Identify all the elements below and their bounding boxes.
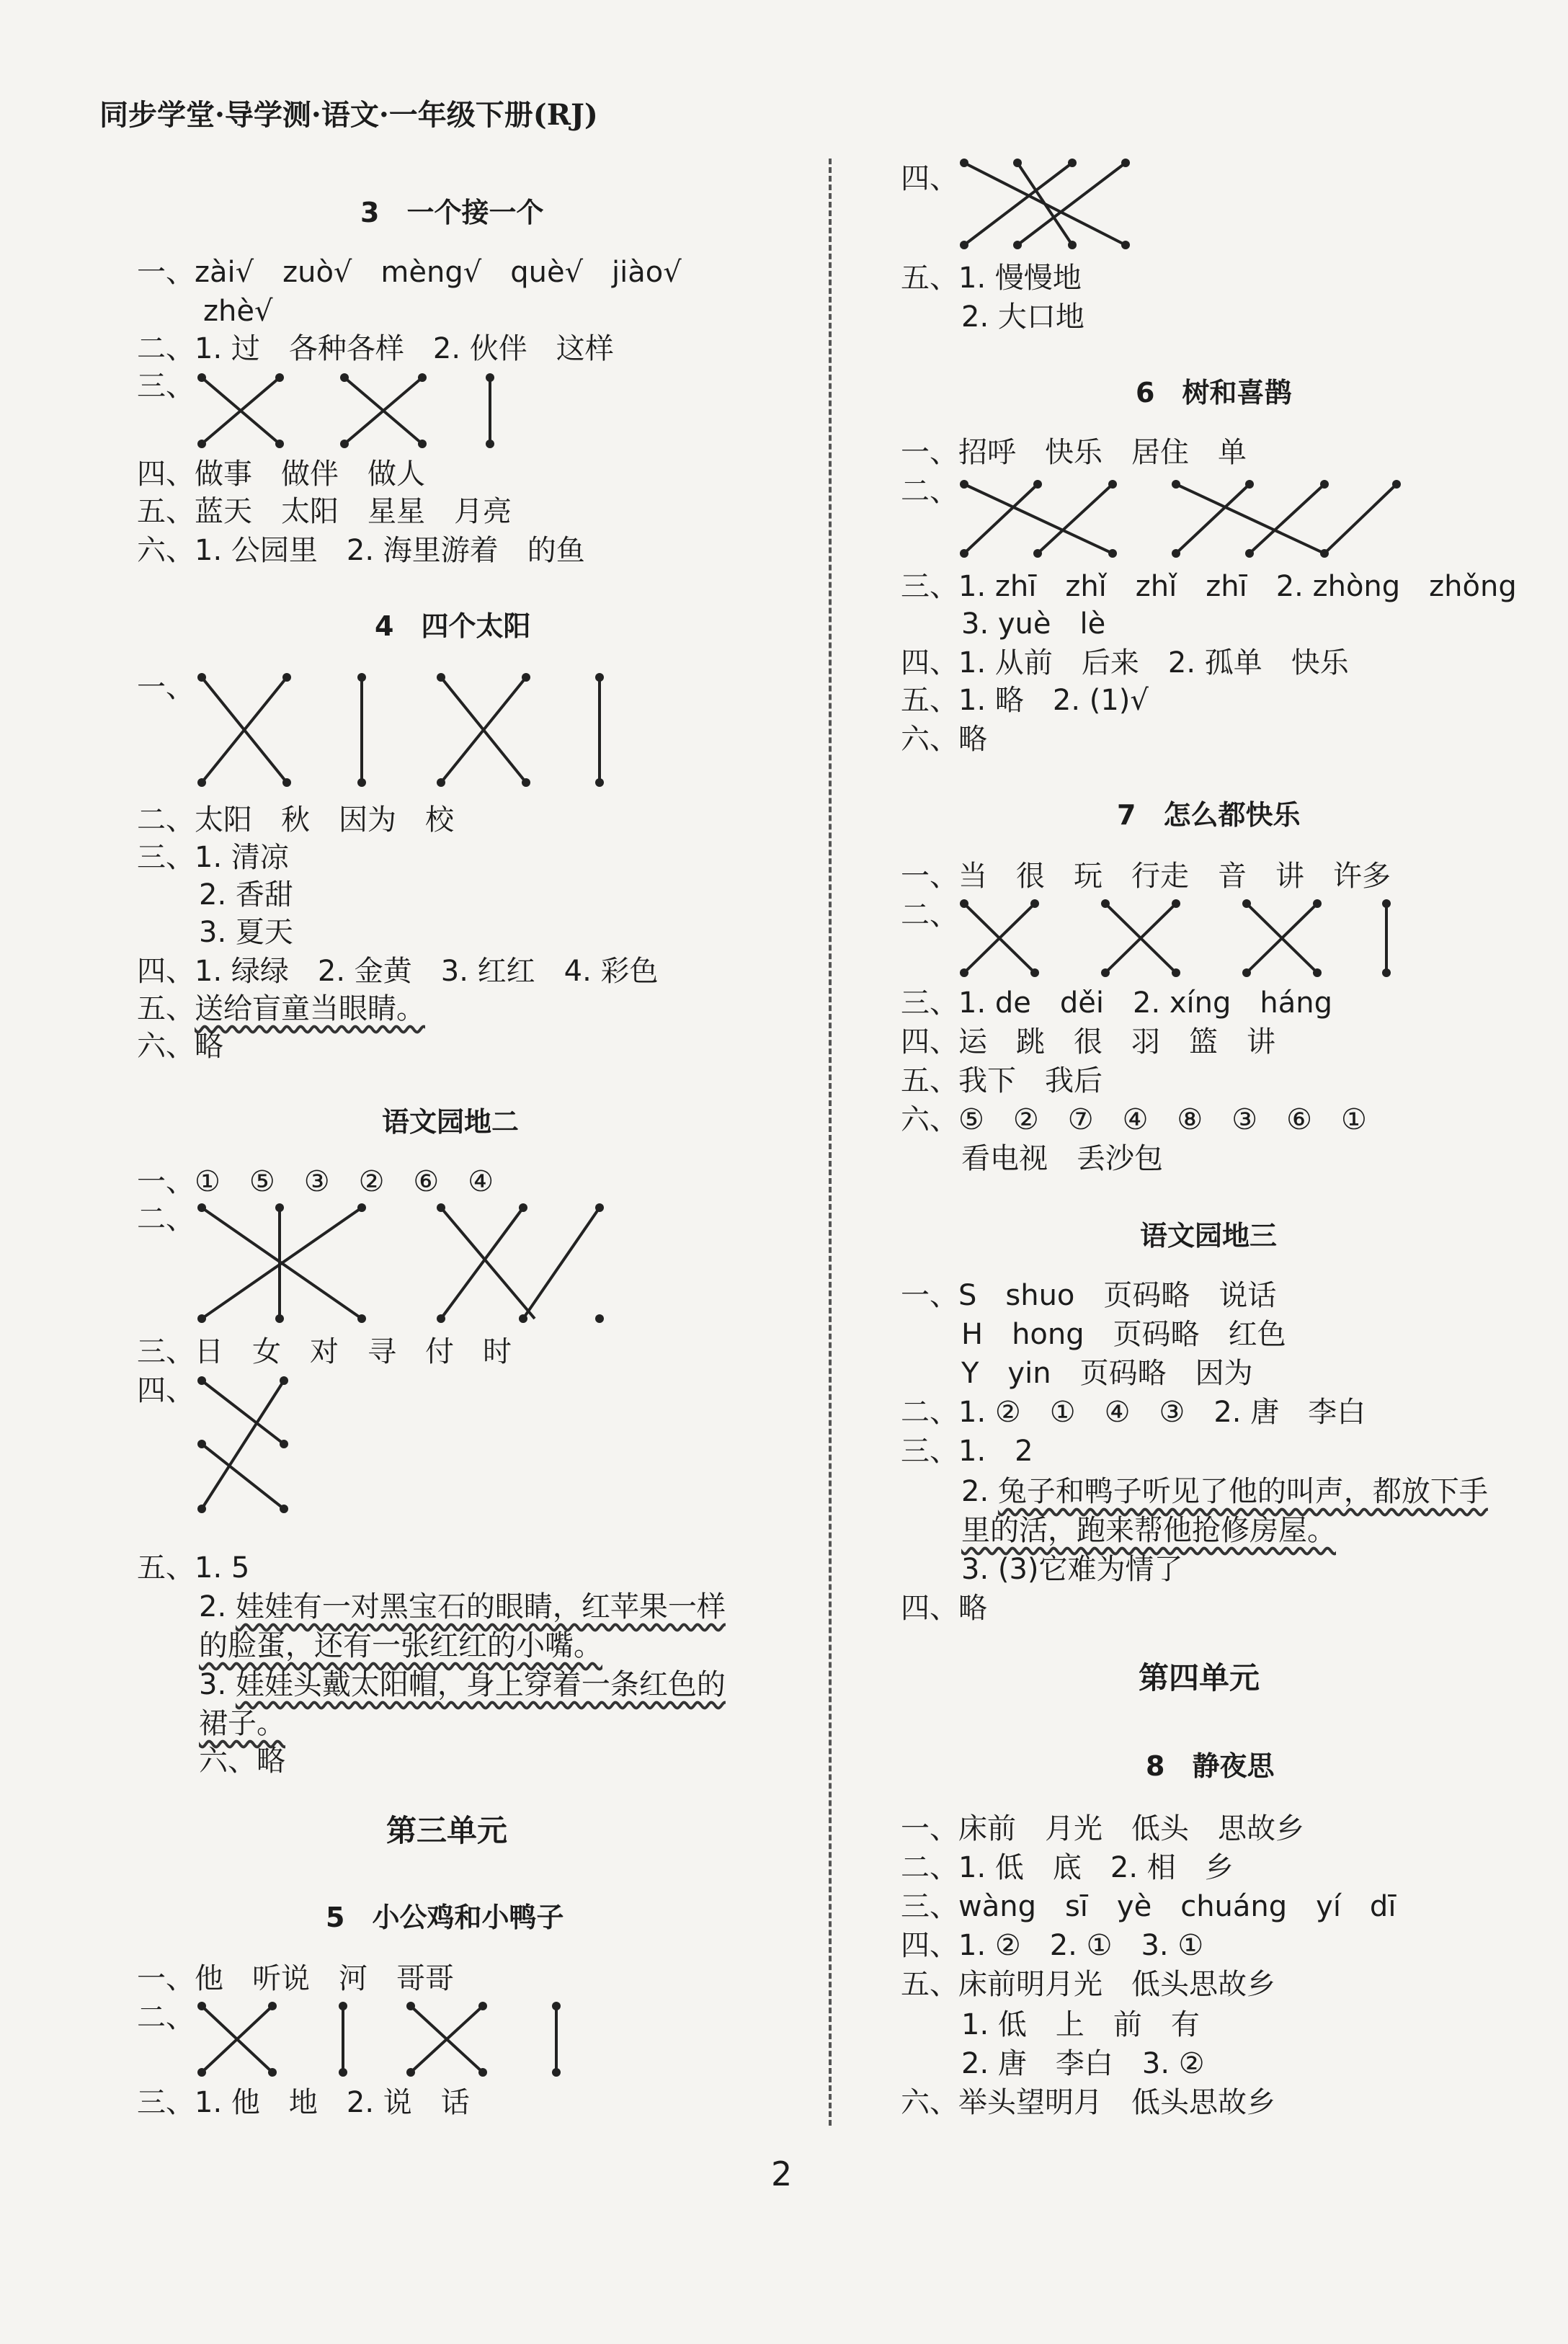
answer-line: 一、S shuo 页码略 说话 (901, 1279, 1277, 1312)
underlined-answer: 里的活，跑来帮他抢修房屋。 (961, 1514, 1336, 1547)
answer-line: 三、1. 他 地 2. 说 话 (137, 2086, 470, 2119)
answer-line: 六、略 (199, 1744, 285, 1778)
matching-lines (199, 674, 602, 790)
unit-title-4: 第四单元 (1139, 1660, 1260, 1695)
page-number: 2 (771, 2154, 793, 2193)
answer-line: 四、 (137, 1374, 195, 1407)
answer-line (961, 1477, 1488, 1506)
answer-line: 四、运 跳 很 羽 篮 讲 (901, 1025, 1275, 1059)
answer-line: Y yin 页码略 因为 (961, 1357, 1253, 1390)
answer-line: 一、① ⑤ ③ ② ⑥ ④ (137, 1165, 494, 1198)
answer-line: 3. (3)它难为情了 (961, 1553, 1183, 1586)
answer-line: 2. 大口地 (961, 300, 1084, 334)
matching-lines (199, 1378, 300, 1515)
matching-lines (961, 160, 1141, 254)
section-title-5: 5 小公鸡和小鸭子 (326, 1902, 564, 1933)
answer-line: 四、1. 从前 后来 2. 孤单 快乐 (901, 646, 1349, 679)
section-title-3: 3 一个接一个 (360, 197, 544, 228)
matching-lines (199, 2003, 574, 2082)
answer-line: 一、 (137, 671, 195, 704)
answer-line: 四、做事 做伴 做人 (137, 458, 425, 491)
answer-line: 三、 (137, 370, 195, 403)
answer-line: 六、略 (901, 723, 987, 756)
answer-line: 1. 低 上 前 有 (961, 2008, 1200, 2041)
item-prefix: 2. (199, 1590, 236, 1623)
underlined-answer: 娃娃头戴太阳帽，身上穿着一条红色的 (235, 1668, 726, 1701)
answer-line: 一、zài√ zuò√ mèng√ què√ jiào√ (137, 256, 682, 289)
answer-line: 一、他 听说 河 哥哥 (137, 1962, 454, 1995)
answer-line: 五、1. 略 2. (1)√ (901, 684, 1149, 717)
answer-line (137, 994, 425, 1023)
matching-lines (199, 1203, 617, 1326)
answer-line: 四、略 (901, 1592, 987, 1625)
answer-line: 六、举头望明月 低头思故乡 (901, 2086, 1275, 2119)
column-divider (829, 159, 832, 2126)
underlined-answer: 兔子和鸭子听见了他的叫声，都放下手 (997, 1475, 1488, 1508)
answer-line (199, 1709, 285, 1738)
section-title-6: 6 树和喜鹊 (1136, 377, 1292, 409)
answer-line: 二、 (137, 1203, 195, 1236)
answer-line: 二、 (901, 475, 958, 508)
unit-title-3: 第三单元 (386, 1813, 508, 1848)
answer-line: 3. yuè lè (961, 607, 1106, 641)
item-prefix: 3. (199, 1668, 236, 1701)
answer-line: 看电视 丢沙包 (961, 1142, 1163, 1175)
answer-line: 2. 唐 李白 3. ② (961, 2047, 1205, 2080)
section-title-yuwen-3: 语文园地三 (1140, 1220, 1278, 1252)
answer-line: 四、1. ② 2. ① 3. ① (901, 1929, 1204, 1962)
answer-line: 六、略 (137, 1030, 223, 1063)
answer-line: 五、蓝天 太阳 星星 月亮 (137, 495, 512, 528)
section-title-yuwen-2: 语文园地二 (382, 1106, 520, 1138)
answer-line: 三、1. de děi 2. xíng háng (901, 986, 1333, 1020)
answer-line: 三、wàng sī yè chuáng yí dī (901, 1890, 1396, 1923)
section-title-8: 8 静夜思 (1146, 1750, 1275, 1782)
answer-line: 四、1. 绿绿 2. 金黄 3. 红红 4. 彩色 (137, 955, 659, 988)
answer-line: 一、床前 月光 低头 思故乡 (901, 1812, 1304, 1845)
section-title-4: 4 四个太阳 (375, 610, 531, 642)
page-header: 同步学堂·导学测·语文·一年级下册(RJ) (99, 98, 598, 132)
underlined-answer: 娃娃有一对黑宝石的眼睛，红苹果一样 (235, 1590, 726, 1623)
answer-line: zhè√ (203, 295, 273, 328)
answer-line: 一、当 很 玩 行走 音 讲 许多 (901, 860, 1391, 893)
answer-line: 六、1. 公园里 2. 海里游着 的鱼 (137, 534, 585, 567)
answer-line: 二、1. 过 各种各样 2. 伙伴 这样 (137, 332, 614, 365)
answer-line: 二、 (901, 899, 958, 932)
matching-lines (199, 375, 516, 447)
answer-line: 五、1. 5 (137, 1551, 250, 1585)
answer-line: 2. 香甜 (199, 878, 293, 912)
item-prefix: 五、 (137, 992, 195, 1025)
underlined-answer: 送给盲童当眼睛。 (195, 992, 425, 1025)
answer-line: 五、1. 慢慢地 (901, 262, 1082, 295)
answer-line (199, 1670, 726, 1699)
answer-line: 六、⑤ ② ⑦ ④ ⑧ ③ ⑥ ① (901, 1103, 1367, 1136)
answer-line: 五、床前明月光 低头思故乡 (901, 1968, 1275, 2001)
answer-line: 五、我下 我后 (901, 1064, 1102, 1097)
answer-line (961, 1516, 1336, 1545)
answer-line (199, 1592, 726, 1621)
item-prefix: 2. (961, 1475, 998, 1508)
underlined-answer: 的脸蛋，还有一张红红的小嘴。 (199, 1629, 602, 1662)
section-title-7: 7 怎么都快乐 (1117, 799, 1301, 831)
underlined-answer: 裙子。 (199, 1707, 285, 1740)
answer-line: 二、1. ② ① ④ ③ 2. 唐 李白 (901, 1396, 1366, 1429)
answer-line: 二、1. 低 底 2. 相 乡 (901, 1851, 1234, 1884)
answer-line: 二、太阳 秋 因为 校 (137, 803, 454, 837)
answer-line: 3. 夏天 (199, 916, 293, 949)
answer-line: 三、1. 清凉 (137, 841, 289, 874)
answer-line: H hong 页码略 红色 (961, 1318, 1286, 1351)
answer-line: 三、1. 2 (901, 1435, 1033, 1468)
matching-lines (961, 481, 1408, 561)
answer-line (199, 1631, 602, 1660)
answer-line: 一、招呼 快乐 居住 单 (901, 436, 1247, 469)
matching-lines (961, 901, 1408, 980)
answer-line: 三、1. zhī zhǐ zhǐ zhī 2. zhòng zhǒng (901, 570, 1517, 603)
answer-line: 四、 (901, 162, 958, 195)
answer-line: 二、 (137, 2001, 195, 2034)
answer-line: 三、日 女 对 寻 付 时 (137, 1335, 512, 1368)
